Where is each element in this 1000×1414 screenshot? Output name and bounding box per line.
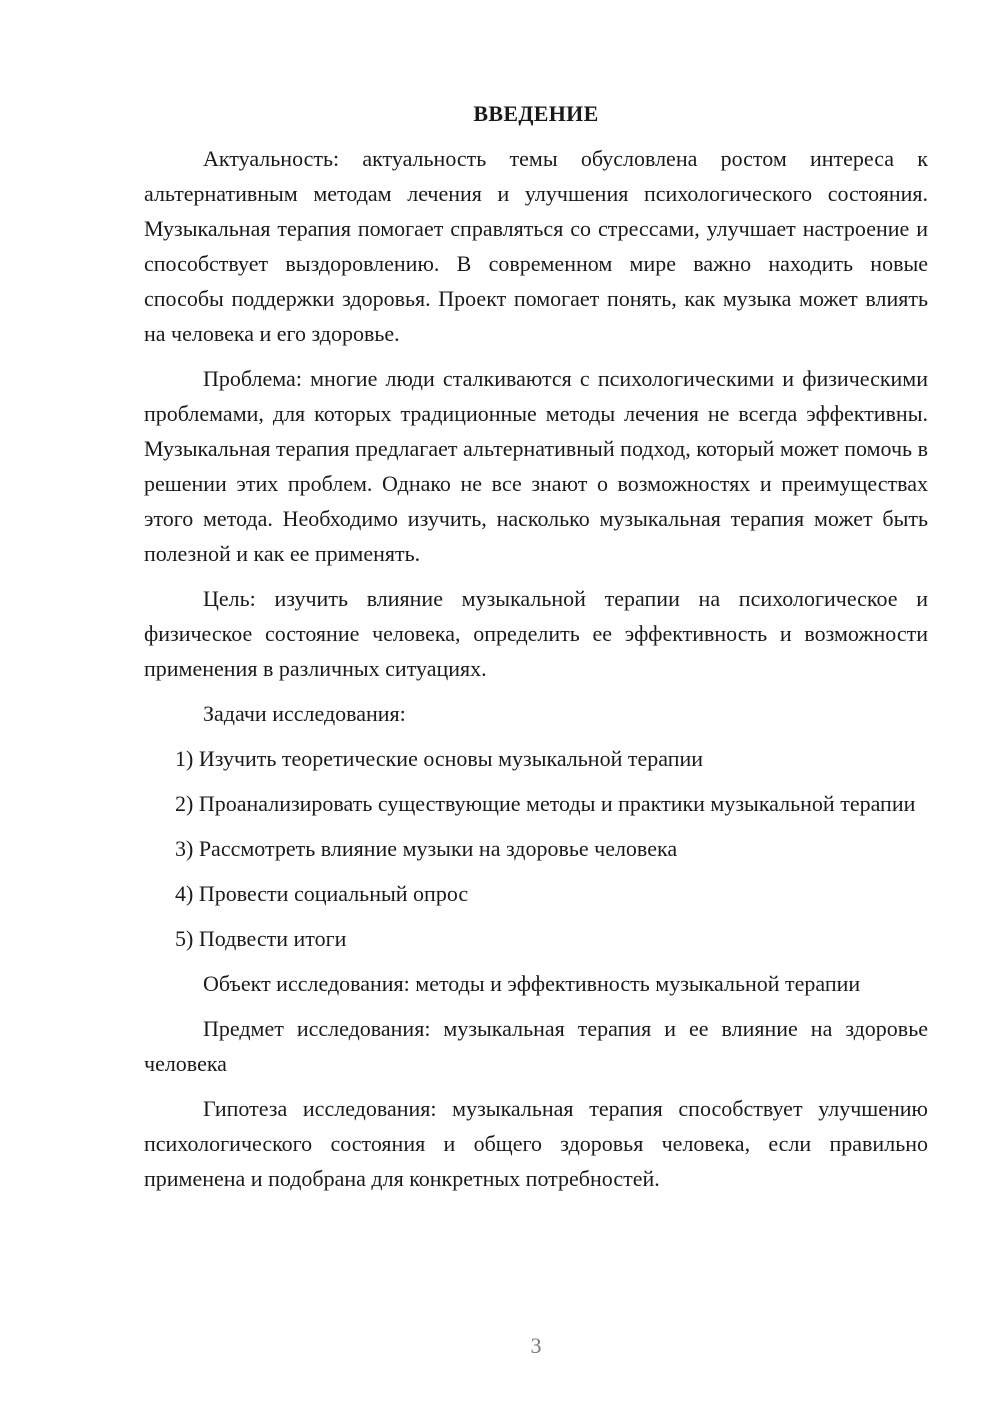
task-item-4: 4) Провести социальный опрос [175, 881, 469, 906]
page-number: 3 [530, 1333, 542, 1358]
task-item-3: 3) Рассмотреть влияние музыки на здоровье человека [175, 836, 678, 861]
task-item-2: 2) Проанализировать существующие методы и практики музыкальной терапии [175, 791, 916, 816]
problem-paragraph: Проблема: многие люди сталкиваются с психологическими и физическими проблемами, для которых традиционные методы лечения не всегда эффективны. Музыкальная терапия предлагает альтернативный подход, который может помочь в решении этих проблем. Однако не все знают о возможностях и преимуществах этого метода. Необходимо изучить, насколько музыкальная терапия может быть полезной и как ее применять. [144, 366, 928, 566]
task-item-1: 1) Изучить теоретические основы музыкальной терапии [175, 746, 704, 771]
page-title: ВВЕДЕНИЕ [473, 101, 599, 126]
hypothesis-paragraph: Гипотеза исследования: музыкальная терапия способствует улучшению психологического состояния и общего здоровья человека, если правильно применена и подобрана для конкретных потребностей. [144, 1096, 928, 1191]
tasks-heading: Задачи исследования: [203, 701, 406, 726]
task-item-5: 5) Подвести итоги [175, 926, 347, 951]
object-paragraph: Объект исследования: методы и эффективность музыкальной терапии [203, 971, 861, 996]
subject-paragraph: Предмет исследования: музыкальная терапия и ее влияние на здоровье человека [144, 1016, 928, 1076]
relevance-paragraph: Актуальность: актуальность темы обусловлена ростом интереса к альтернативным методам лечения и улучшения психологического состояния. Музыкальная терапия помогает справляться со стрессами, улучшает настроение и способствует выздоровлению. В современном мире важно находить новые способы поддержки здоровья. Проект помогает понять, как музыка может влиять на человека и его здоровье. [144, 146, 928, 346]
goal-paragraph: Цель: изучить влияние музыкальной терапии на психологическое и физическое состояние человека, определить ее эффективность и возможности применения в различных ситуациях. [144, 586, 928, 681]
